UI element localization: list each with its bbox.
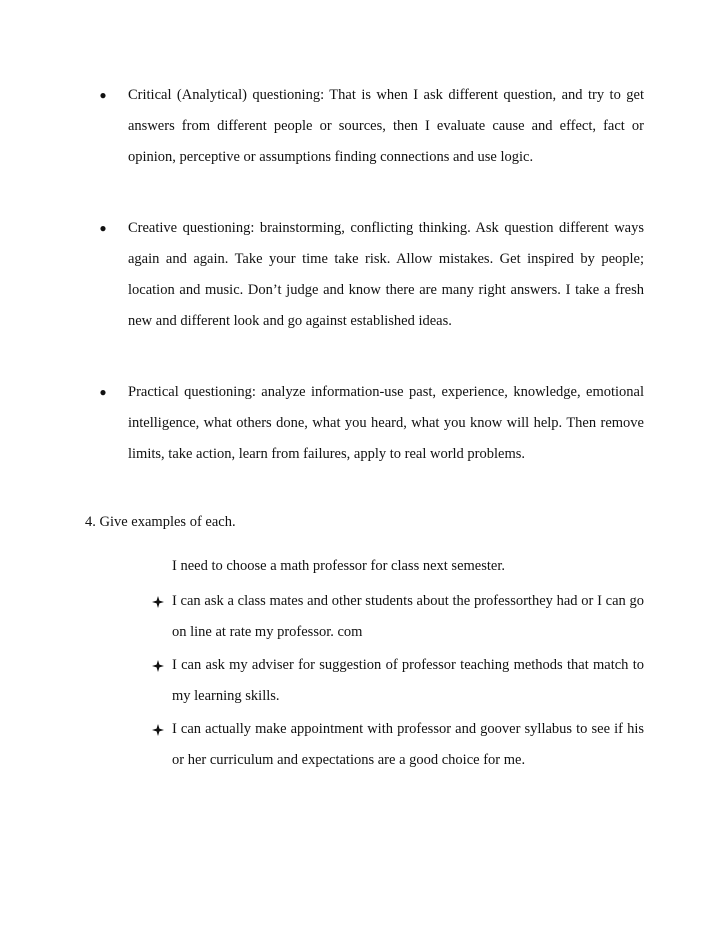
bullet-text: Critical (Analytical) questioning: That is when I ask different question, and try to get answers from different people or sources, then I evaluate cause and effect, fact or opinion, perceptive or assumptions finding connections and use logic. bbox=[128, 87, 644, 165]
bullet-dot-icon: ● bbox=[99, 221, 107, 235]
example-text: I can ask a class mates and other students about the professorthey had or I can go on line at rate my professor. com bbox=[172, 593, 644, 640]
example-item bbox=[150, 714, 644, 776]
bullet-item-practical bbox=[96, 377, 644, 470]
example-item bbox=[150, 586, 644, 648]
diamond-icon bbox=[150, 714, 166, 745]
diamond-icon bbox=[150, 586, 166, 617]
diamond-icon bbox=[150, 650, 166, 681]
bullet-text: Creative questioning: brainstorming, conflicting thinking. Ask question different ways again and again. Take your time take risk. Allow mistakes. Get inspired by people; location and music. Don’t judge and know there are many right answers. I take a fresh new and different look and go against established ideas. bbox=[128, 220, 644, 329]
example-item bbox=[150, 650, 644, 712]
bullet-text: Practical questioning: analyze information-use past, experience, knowledge, emotional intelligence, what others done, what you heard, what you know will help. Then remove limits, take action, learn from failures, apply to real world problems. bbox=[128, 384, 644, 462]
bullet-item-creative bbox=[96, 213, 644, 337]
bullet-dot-icon: ● bbox=[99, 88, 107, 102]
bullet-dot-icon: ● bbox=[99, 385, 107, 399]
example-intro: I need to choose a math professor for class next semester. bbox=[172, 558, 505, 574]
example-text: I can ask my adviser for suggestion of professor teaching methods that match to my learning skills. bbox=[172, 657, 644, 704]
section-heading: 4. Give examples of each. bbox=[85, 514, 236, 530]
bullet-item-critical bbox=[96, 80, 644, 173]
example-text: I can actually make appointment with professor and goover syllabus to see if his or her curriculum and expectations are a good choice for me. bbox=[172, 721, 644, 768]
